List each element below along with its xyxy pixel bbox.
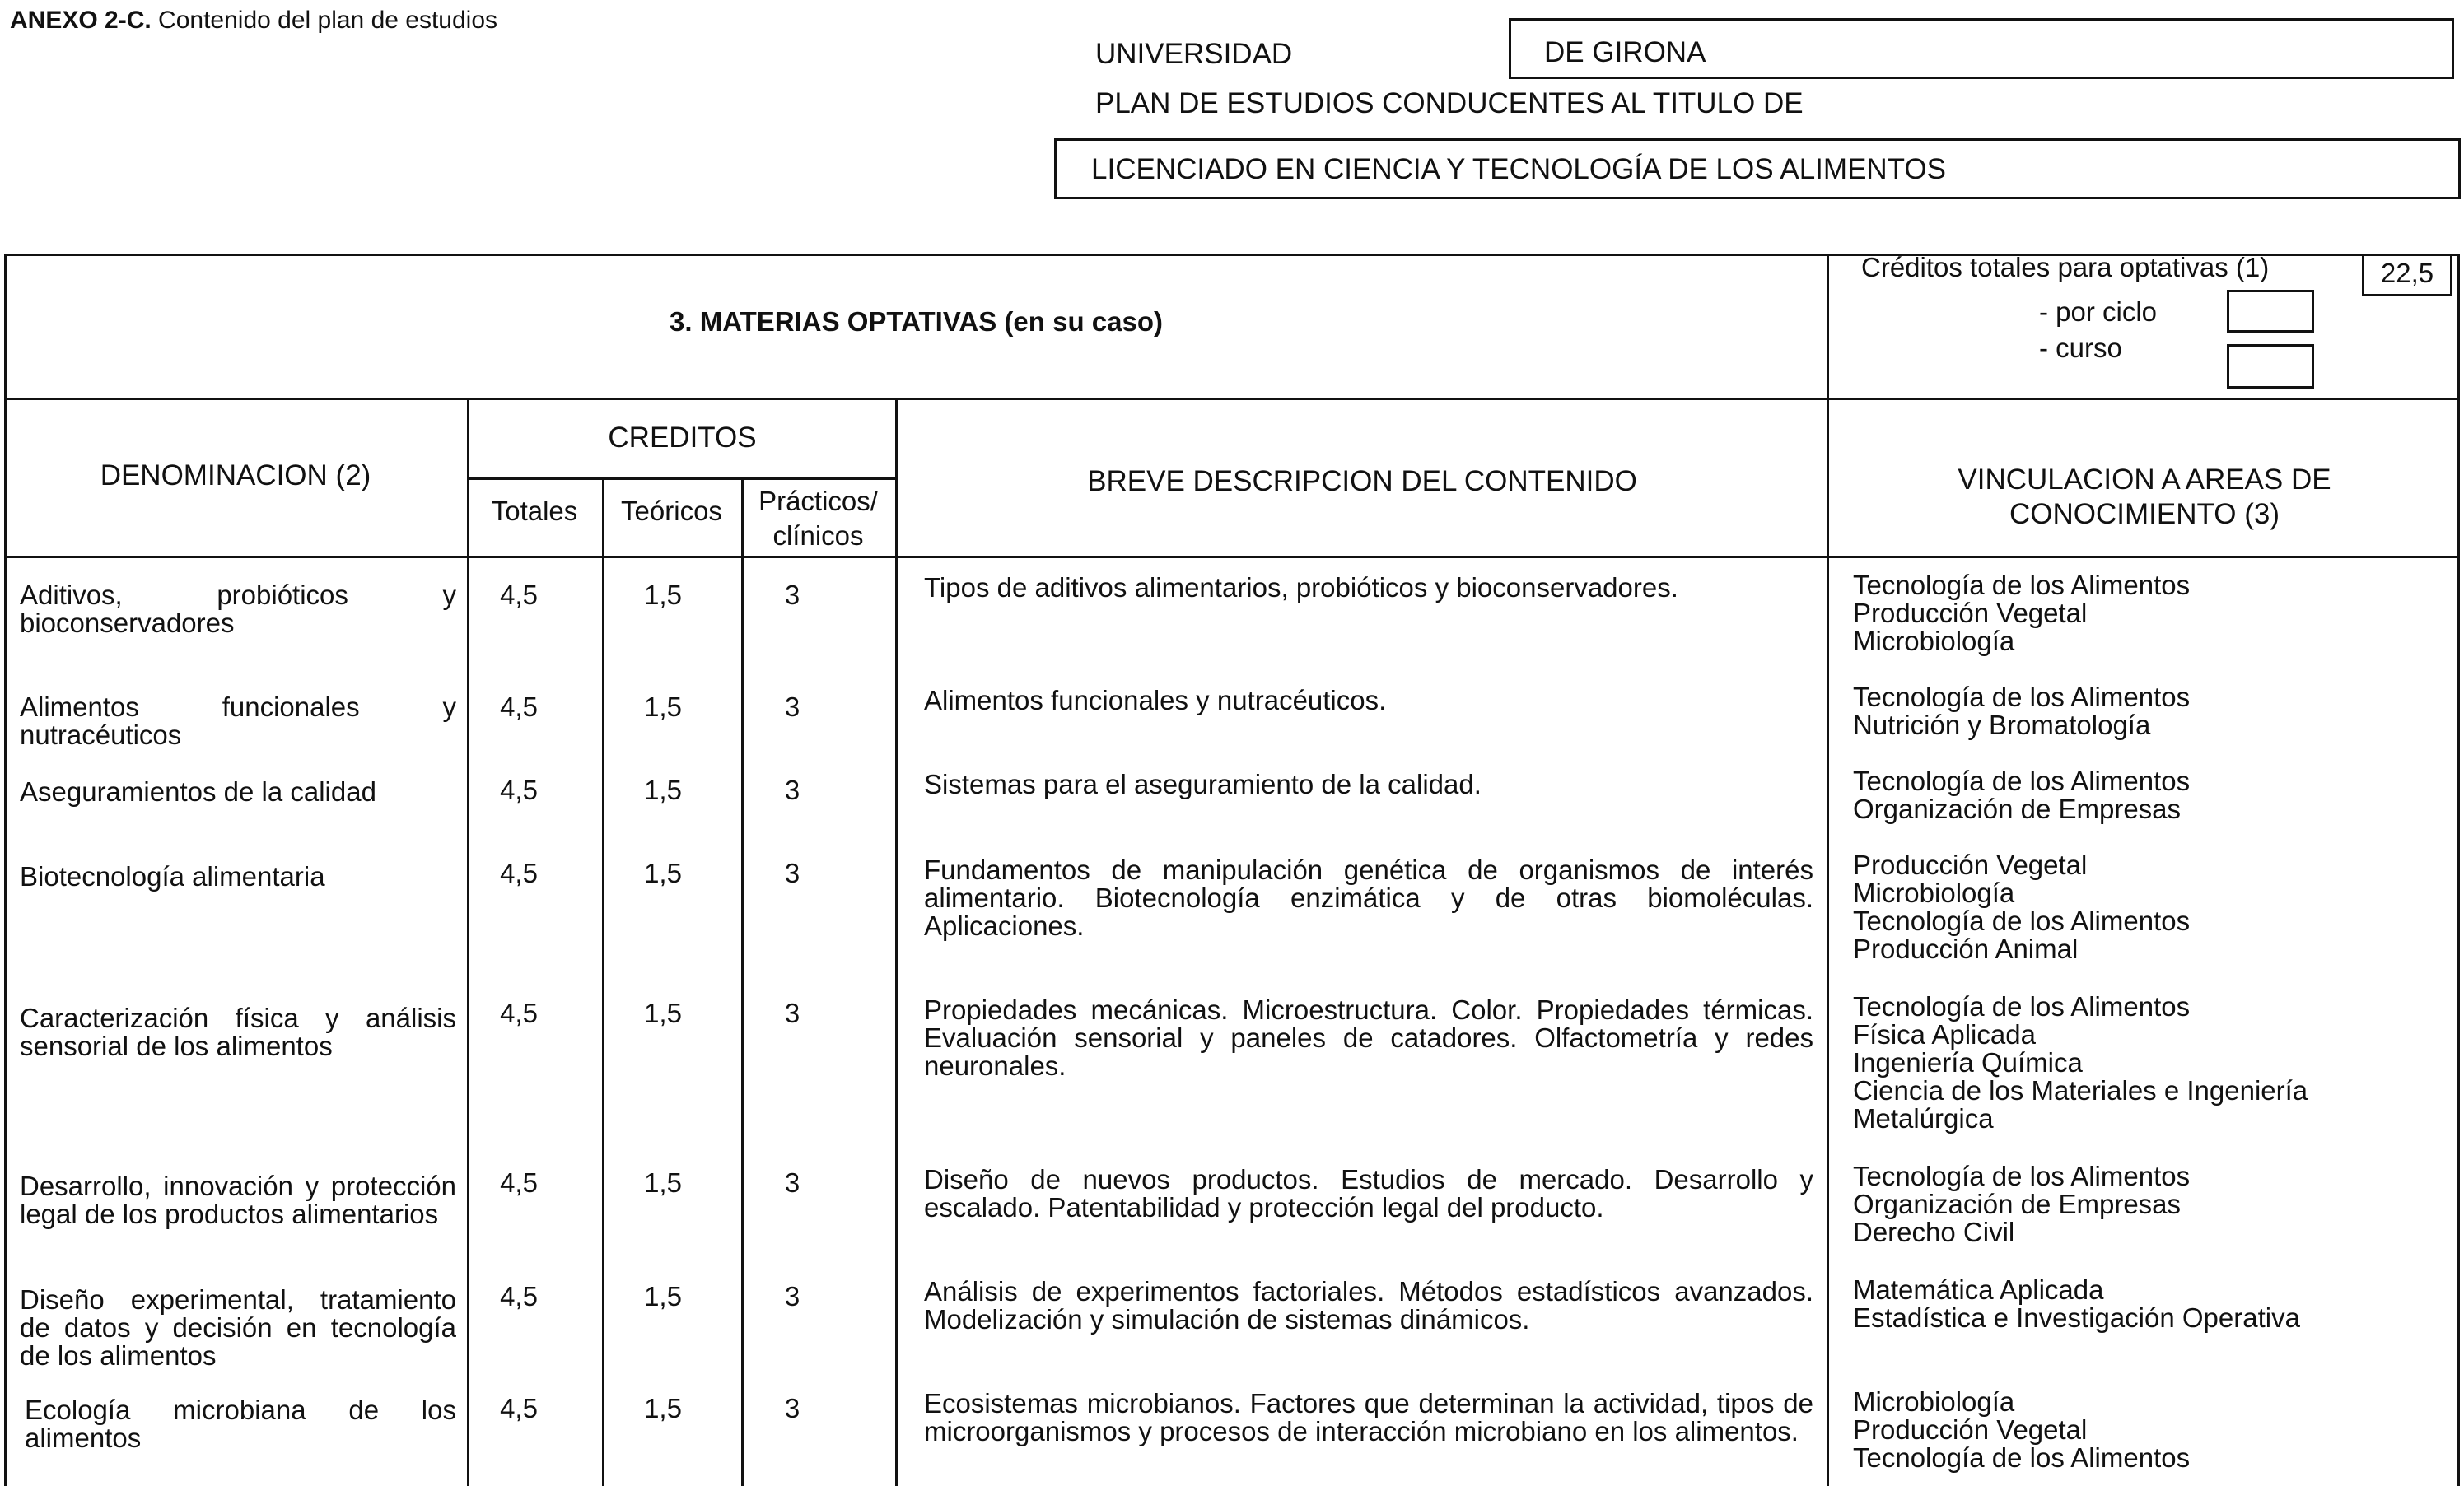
credits-subdivider (467, 477, 898, 480)
area-item: Tecnología de los Alimentos (1853, 906, 2191, 936)
area-item: Tecnología de los Alimentos (1853, 766, 2191, 796)
row-1-practice: 3 (784, 692, 800, 722)
row-3-name: Biotecnología alimentaria (20, 861, 325, 892)
row-5-name: Desarrollo, innovación y protección legal de los productos alimentarios (20, 1171, 456, 1229)
course-box (2227, 344, 2314, 389)
header-practice-2: clínicos (772, 520, 864, 551)
plan-label: PLAN DE ESTUDIOS CONDUCENTES AL TITULO DE (1095, 87, 1804, 119)
row-1-theory: 1,5 (644, 692, 682, 722)
area-item: Producción Vegetal (1853, 598, 2088, 628)
row-0-name: Aditivos, probióticos y bioconservadores (20, 580, 456, 638)
area-item: Ciencia de los Materiales e Ingeniería (1853, 1075, 2308, 1106)
row-2-practice: 3 (784, 775, 800, 805)
divider-areas (1827, 254, 1829, 1486)
area-item: Microbiología (1853, 626, 2015, 656)
row-4-description: Propiedades mecánicas. Microestructura. Color. Propiedades térmicas. Evaluación sensorial y paneles de catadores. Olfactometría y redes neuronales. (924, 995, 1813, 1081)
row-7-name: Ecología microbiana de los alimentos (25, 1395, 456, 1453)
divider-practice (895, 398, 898, 1486)
course-label: - curso (2039, 333, 2122, 363)
row-5-practice: 3 (784, 1167, 800, 1198)
optative-credits-value: 22,5 (2380, 258, 2434, 288)
section-divider (4, 398, 2460, 400)
optative-credits-label: Créditos totales para optativas (1) (1861, 252, 2270, 282)
row-6-name: Diseño experimental, tratamiento de datos y decisión en tecnología de los alimentos (20, 1284, 456, 1371)
divider-theory (741, 477, 744, 1486)
per-cycle-label: - por ciclo (2039, 296, 2158, 327)
row-4-theory: 1,5 (644, 998, 682, 1028)
area-item: Tecnología de los Alimentos (1853, 1161, 2191, 1191)
area-item: Tecnología de los Alimentos (1853, 991, 2191, 1022)
row-3-theory: 1,5 (644, 858, 682, 888)
per-cycle-box (2227, 290, 2314, 333)
area-item: Tecnología de los Alimentos (1853, 1442, 2191, 1473)
row-6-areas (1853, 1276, 2454, 1332)
area-item: Estadística e Investigación Operativa (1853, 1302, 2300, 1333)
header-theory: Teóricos (621, 496, 722, 526)
area-item: Producción Vegetal (1853, 1414, 2088, 1445)
row-4-practice: 3 (784, 998, 800, 1028)
row-5-description: Diseño de nuevos productos. Estudios de mercado. Desarrollo y escalado. Patentabilidad y protección legal del producto. (924, 1164, 1813, 1223)
row-1-name: Alimentos funcionales y nutracéuticos (20, 692, 456, 750)
row-7-theory: 1,5 (644, 1393, 682, 1423)
header-areas-1: VINCULACION A AREAS DE (1958, 464, 2331, 496)
row-6-theory: 1,5 (644, 1281, 682, 1311)
row-4-total: 4,5 (500, 998, 538, 1028)
area-item: Tecnología de los Alimentos (1853, 682, 2191, 712)
row-3-description: Fundamentos de manipulación genética de organismos de interés alimentario. Biotecnología enzimática y de otras biomoléculas. Aplicaciones. (924, 855, 1813, 941)
row-3-areas (1853, 851, 2454, 963)
optative-credits-box (2362, 254, 2452, 296)
section-title: 3. MATERIAS OPTATIVAS (en su caso) (670, 306, 1163, 337)
area-item: Microbiología (1853, 878, 2015, 908)
row-6-total: 4,5 (500, 1281, 538, 1311)
area-item: Producción Vegetal (1853, 850, 2088, 880)
row-5-areas (1853, 1162, 2454, 1246)
row-0-description: Tipos de aditivos alimentarios, probióticos y bioconservadores. (924, 572, 1678, 603)
row-7-areas (1853, 1388, 2454, 1472)
header-credits: CREDITOS (608, 422, 757, 454)
annex-title: ANEXO 2-C. Contenido del plan de estudios (10, 7, 498, 34)
row-6-description: Análisis de experimentos factoriales. Métodos estadísticos avanzados. Modelización y simulación de sistemas dinámicos. (924, 1276, 1813, 1335)
header-practice-1: Prácticos/ (758, 486, 878, 516)
area-item: Organización de Empresas (1853, 794, 2182, 824)
area-item: Física Aplicada (1853, 1019, 2036, 1050)
row-4-name: Caracterización física y análisis sensorial de los alimentos (20, 1003, 456, 1061)
area-item: Derecho Civil (1853, 1217, 2015, 1247)
area-item: Metalúrgica (1853, 1103, 1994, 1134)
header-description: BREVE DESCRIPCION DEL CONTENIDO (1087, 465, 1637, 497)
row-1-total: 4,5 (500, 692, 538, 722)
row-2-name: Aseguramientos de la calidad (20, 776, 376, 807)
row-7-description: Ecosistemas microbianos. Factores que determinan la actividad, tipos de microorganismos y procesos de interacción microbiano en los alimentos. (924, 1388, 1813, 1446)
row-2-total: 4,5 (500, 775, 538, 805)
area-item: Organización de Empresas (1853, 1189, 2182, 1219)
row-0-areas (1853, 571, 2454, 655)
university-label: UNIVERSIDAD (1095, 38, 1293, 70)
area-item: Microbiología (1853, 1386, 2015, 1417)
degree-value: LICENCIADO EN CIENCIA Y TECNOLOGÍA DE LOS ALIMENTOS (1091, 153, 1947, 185)
row-0-practice: 3 (784, 580, 800, 610)
row-7-practice: 3 (784, 1393, 800, 1423)
row-2-description: Sistemas para el aseguramiento de la calidad. (924, 769, 1482, 799)
university-value: DE GIRONA (1544, 36, 1706, 68)
area-item: Nutrición y Bromatología (1853, 710, 2151, 740)
header-areas-2: CONOCIMIENTO (3) (2009, 498, 2280, 530)
area-item: Ingeniería Química (1853, 1047, 2083, 1078)
row-3-total: 4,5 (500, 858, 538, 888)
row-3-practice: 3 (784, 858, 800, 888)
row-7-total: 4,5 (500, 1393, 538, 1423)
row-2-areas (1853, 767, 2454, 823)
row-5-total: 4,5 (500, 1167, 538, 1198)
row-0-total: 4,5 (500, 580, 538, 610)
row-1-description: Alimentos funcionales y nutracéuticos. (924, 685, 1387, 715)
area-item: Matemática Aplicada (1853, 1274, 2104, 1305)
header-divider (4, 556, 2460, 558)
divider-name (467, 398, 469, 1486)
area-item: Producción Animal (1853, 934, 2079, 964)
row-4-areas (1853, 993, 2454, 1133)
divider-totals (602, 477, 604, 1486)
row-2-theory: 1,5 (644, 775, 682, 805)
row-5-theory: 1,5 (644, 1167, 682, 1198)
header-totals: Totales (491, 496, 578, 526)
row-6-practice: 3 (784, 1281, 800, 1311)
area-item: Tecnología de los Alimentos (1853, 570, 2191, 600)
row-1-areas (1853, 683, 2454, 739)
header-name: DENOMINACION (2) (100, 459, 371, 491)
row-0-theory: 1,5 (644, 580, 682, 610)
